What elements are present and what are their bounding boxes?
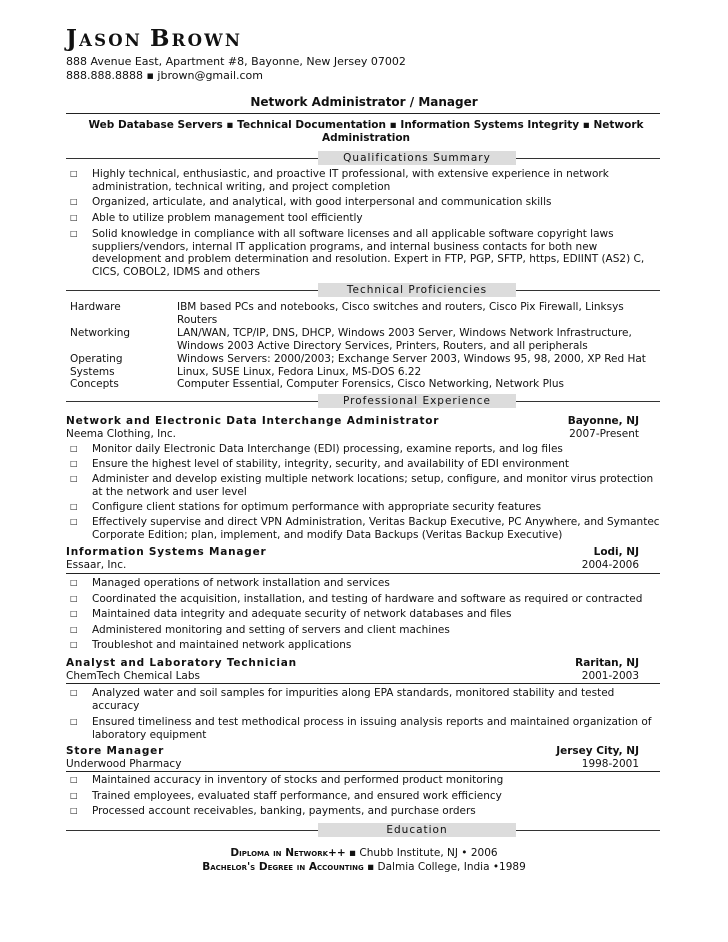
education-entry: Bachelor's Degree in Accounting ▪ Dalmia College, India •1989	[202, 861, 526, 873]
job-rule	[66, 573, 660, 574]
bullet-box-icon: □	[70, 229, 78, 238]
tech-value: LAN/WAN, TCP/IP, DNS, DHCP, Windows 2003 Server, Windows Network Infrastructure, Windows 2003 Active Directory Services, Printers, Routers, and all peripherals	[177, 327, 632, 352]
resume-page: JASON BROWN 888 Avenue East, Apartment #8, Bayonne, New Jersey 07002 888.888.8888 ▪ jbrown@gmail.com Network Administrator / Manager Web Database Servers ▪ Technical Documentation ▪ Information Systems Integrity ▪ Network Administration Qualifications Summary □ Highly technical, enthusiastic, and proactive IT professional, with extensive experience in network administration, technical writing, and project completion □ Organized, articulate, and analytical, with good interpersonal and communication skills □ Able to utilize problem management tool efficiently □ Solid knowledge in compliance with all software licenses and all applicable software copyright laws suppliers/vendors, internal IT application programs, and internal business contacts for both new development and problem determination and resolution. Expert in FTP, PGP, SFTP, https, EDIINT (AS2) C, CICS, COBOL2, IDMS and others Technical Proficiencies Hardware IBM based PCs and notebooks, Cisco switches and routers, Cisco Pix Firewall, Linksys Routers Networking LAN/WAN, TCP/IP, DNS, DHCP, Windows 2003 Server, Windows Network Infrastructure, Windows 2003 Active Directory Services, Printers, Routers, and all peripherals Operating Systems Windows Servers: 2000/2003; Exchange Server 2003, Windows 95, 98, 2000, XP Red Hat Linux, SUSE Linux, Fedora Linux, MS-DOS 6.22 Concepts Computer Essential, Computer Forensics, Cisco Networking, Network Plus Professional Experience Network and Electronic Data Interchange Administrator Bayonne, NJ Neema Clothing, Inc. 2007-Present □ Monitor daily Electronic Data Interchange (EDI) processing, examine reports, and log files □ Ensure the highest level of stability, integrity, security, and availability of EDI environment □ Administer and develop existing multiple network locations; setup, configure, and monitor virus protection at the network and user level □ Configure client stations for optimum performance with appropriate security features □ Effectively supervise and direct VPN Administration, Veritas Backup Executive, PC Anywhere, and Symantec Corporate Edition; plan, implement, and modify Data Backups (Veritas Backup Executive) Information Systems Manager Lodi, NJ Essaar, Inc. 2004-2006 □ Managed operations of network installation and services □ Coordinated the acquisition, installation, and testing of hardware and software as required or contracted □ Maintained data integrity and adequate security of network databases and files □ Administered monitoring and setting of servers and client machines □ Troubleshot and maintained network applications Analyst and Laboratory Technician Raritan, NJ ChemTech Chemical Labs 2001-2003 □ Analyzed water and soil samples for impurities along EPA standards, monitored stability and tested accuracy □ Ensured timeliness and test methodical process in issuing analysis reports and maintained organization of laboratory equipment Store Manager Jersey City, NJ Underwood Pharmacy 1998-2001 □ Maintained accuracy in inventory of stocks and performed product monitoring □ Trained employees, evaluated staff performance, and ensured work efficiency □ Processed account receivables, banking, payments, and purchase orders Education Diploma in Network++ ▪ Chubb Institute, NJ • 2006 Bachelor's Degree in Accounting ▪ Dalmia College, India •1989	[0, 0, 728, 942]
bullet-box-icon: □	[70, 444, 78, 453]
job-title: Information Systems Manager	[66, 546, 267, 558]
section-title: Education	[318, 823, 516, 837]
tech-label: Concepts	[70, 378, 119, 390]
section-title: Qualifications Summary	[318, 151, 516, 165]
tech-value: Computer Essential, Computer Forensics, Cisco Networking, Network Plus	[177, 378, 564, 390]
tech-label: Hardware	[70, 301, 121, 313]
bullet-box-icon: □	[70, 578, 78, 587]
bullet-box-icon: □	[70, 594, 78, 603]
company-name: Underwood Pharmacy	[66, 758, 182, 770]
tech-label: Operating Systems	[70, 353, 123, 378]
job-dates: 1998-2001	[581, 758, 639, 770]
degree: Diploma in Network++	[230, 847, 346, 859]
job-location: Lodi, NJ	[593, 546, 639, 558]
job-rule	[66, 771, 660, 772]
bullet-box-icon: □	[70, 609, 78, 618]
bullet-box-icon: □	[70, 625, 78, 634]
bullet-box-icon: □	[70, 169, 78, 178]
section-title: Technical Proficiencies	[318, 283, 516, 297]
job-dates: 2004-2006	[581, 559, 639, 571]
section-education	[66, 823, 660, 837]
institution: Dalmia College, India •1989	[377, 861, 526, 873]
company-name: Essaar, Inc.	[66, 559, 127, 571]
bullet-box-icon: □	[70, 806, 78, 815]
job-location: Jersey City, NJ	[556, 745, 639, 757]
bullet-box-icon: □	[70, 791, 78, 800]
job-title: Store Manager	[66, 745, 165, 757]
address: 888 Avenue East, Apartment #8, Bayonne, New Jersey 07002	[66, 55, 406, 68]
phone-email: 888.888.8888 ▪ jbrown@gmail.com	[66, 69, 263, 82]
bullet-box-icon: □	[70, 213, 78, 222]
section-experience	[66, 394, 660, 408]
degree: Bachelor's Degree in Accounting	[202, 861, 364, 873]
tech-value: Windows Servers: 2000/2003; Exchange Server 2003, Windows 95, 98, 2000, XP Red Hat Linux, SUSE Linux, Fedora Linux, MS-DOS 6.22	[177, 353, 646, 378]
company-name: ChemTech Chemical Labs	[66, 670, 201, 682]
keywords: Web Database Servers ▪ Technical Documentation ▪ Information Systems Integrity ▪ Network Administration	[88, 119, 644, 144]
contact-block	[66, 55, 406, 83]
education-entry: Diploma in Network++ ▪ Chubb Institute, NJ • 2006	[230, 847, 498, 859]
job-title: Analyst and Laboratory Technician	[66, 657, 297, 669]
bullet-box-icon: □	[70, 474, 78, 483]
tech-label: Networking	[70, 327, 131, 339]
title-rule	[66, 113, 660, 114]
institution: Chubb Institute, NJ • 2006	[359, 847, 498, 859]
section-qualifications	[66, 151, 660, 165]
bullet-box-icon: □	[70, 717, 78, 726]
bullet-box-icon: □	[70, 459, 78, 468]
resume-title: Network Administrator / Manager	[250, 95, 478, 109]
bullet-box-icon: □	[70, 688, 78, 697]
bullet-box-icon: □	[70, 775, 78, 784]
job-location: Bayonne, NJ	[567, 415, 639, 427]
bullet-box-icon: □	[70, 197, 78, 206]
bullet-box-icon: □	[70, 502, 78, 511]
job-title: Network and Electronic Data Interchange Administrator	[66, 415, 440, 427]
tech-value: IBM based PCs and notebooks, Cisco switches and routers, Cisco Pix Firewall, Linksys Routers	[177, 301, 624, 326]
job-dates: 2007-Present	[569, 428, 639, 440]
bullet-box-icon: □	[70, 640, 78, 649]
job-rule	[66, 683, 660, 684]
company-name: Neema Clothing, Inc.	[66, 428, 176, 440]
bullet-box-icon: □	[70, 517, 78, 526]
job-dates: 2001-2003	[581, 670, 639, 682]
section-technical	[66, 283, 660, 297]
section-title: Professional Experience	[318, 394, 516, 408]
candidate-name: JASON BROWN	[66, 25, 243, 52]
job-location: Raritan, NJ	[575, 657, 639, 669]
